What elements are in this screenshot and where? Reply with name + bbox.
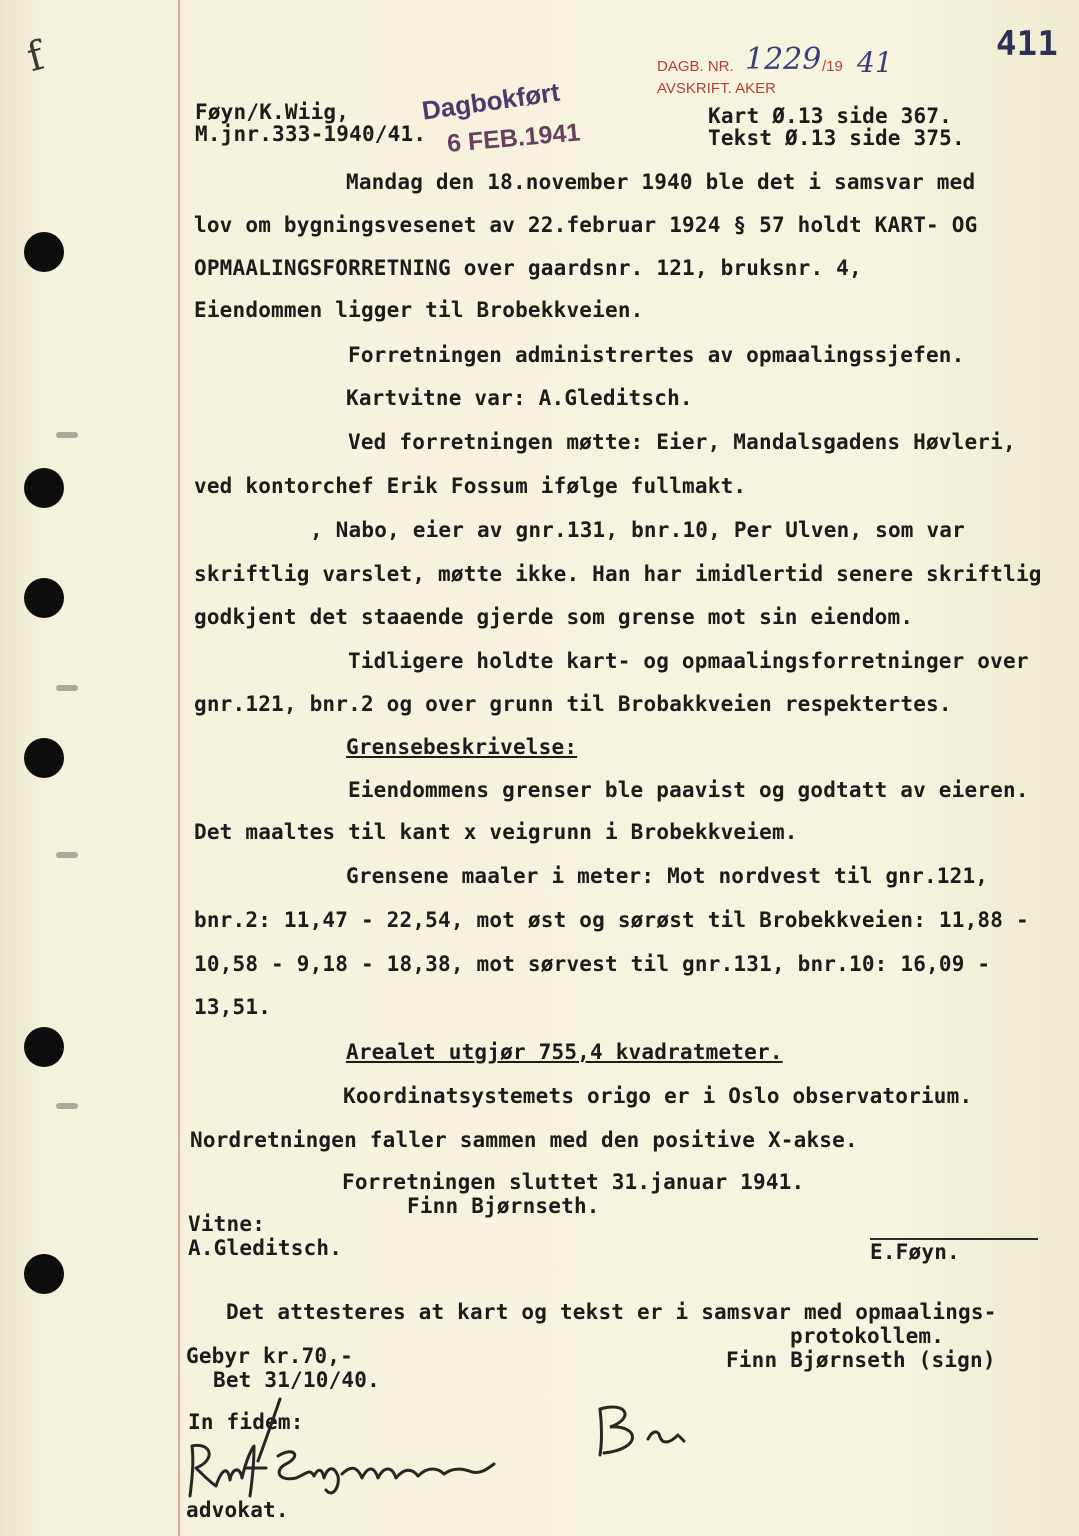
smudge [56, 1103, 78, 1109]
body-line: Ved forretningen møtte: Eier, Mandalsgadens Høvleri, [348, 430, 1016, 454]
body-line: 10,58 - 9,18 - 18,38, mot sørvest til gnr.131, bnr.10: 16,09 - [194, 952, 991, 976]
witness-label: Vitne: [188, 1212, 266, 1236]
dagbokfort-date: 6 FEB.1941 [446, 118, 582, 158]
smudge [56, 852, 78, 858]
lawyer-signature [182, 1438, 512, 1504]
case-ref-line1: Føyn/K.Wiig, [195, 100, 350, 124]
body-line: OPMAALINGSFORRETNING over gaardsnr. 121, bruksnr. 4, [194, 256, 862, 280]
body-line: Koordinatsystemets origo er i Oslo observatorium. [343, 1084, 973, 1108]
body-line: Mandag den 18.november 1940 ble det i samsvar med [346, 170, 976, 194]
body-line: Grensene maaler i meter: Mot nordvest til gnr.121, [346, 864, 989, 888]
margin-line [178, 0, 180, 1536]
tekst-reference: Tekst Ø.13 side 375. [708, 126, 965, 150]
signatory-name: E.Føyn. [870, 1240, 960, 1264]
punch-hole [24, 468, 64, 508]
margin-mark: f [22, 32, 49, 82]
in-fidem-label: In fidem: [188, 1410, 304, 1434]
punch-hole [24, 578, 64, 618]
witness-name: A.Gleditsch. [188, 1236, 343, 1260]
stamp-dagb-number: 1229 [745, 42, 822, 77]
surveyor-name: Finn Bjørnseth. [407, 1194, 600, 1218]
case-ref-line2: M.jnr.333-1940/41. [195, 122, 427, 146]
attestation-line: Det attesteres at kart og tekst er i samsvar med opmaalings- [226, 1300, 997, 1324]
body-line: Nordretningen faller sammen med den positive X-akse. [190, 1128, 858, 1152]
stamp-year-prefix: /19 [822, 58, 843, 75]
body-line: bnr.2: 11,47 - 22,54, mot øst og sørøst til Brobekkveien: 11,88 - [194, 908, 1029, 932]
body-line: Eiendommen ligger til Brobekkveien. [194, 298, 644, 322]
body-line: Tidligere holdte kart- og opmaalingsforretninger over [348, 649, 1029, 673]
body-line: ved kontorchef Erik Fossum ifølge fullmakt. [194, 474, 747, 498]
initials-signature [588, 1395, 698, 1465]
attestation-signed: Finn Bjørnseth (sign) [726, 1348, 996, 1372]
stamp-year: 41 [857, 46, 893, 79]
area-statement: Arealet utgjør 755,4 kvadratmeter. [346, 1040, 783, 1064]
body-line: Kartvitne var: A.Gleditsch. [346, 386, 693, 410]
fee-line: Gebyr kr.70,- [186, 1344, 353, 1368]
body-line: skriftlig varslet, møtte ikke. Han har imidlertid senere skriftlig [194, 562, 1042, 586]
punch-hole [24, 1254, 64, 1294]
body-line: Det maaltes til kant x veigrunn i Brobekkveiem. [194, 820, 798, 844]
smudge [56, 432, 78, 438]
punch-hole [24, 1027, 64, 1067]
body-line: godkjent det staaende gjerde som grense mot sin eiendom. [194, 605, 914, 629]
stamp-dagb-label: DAGB. NR. [657, 58, 734, 75]
dagbokfort-stamp: Dagbokført [420, 76, 562, 126]
smudge [56, 685, 78, 691]
page-number: 411 [996, 24, 1059, 64]
body-line: Forretningen administrertes av opmaalingssjefen. [348, 343, 965, 367]
punch-hole [24, 232, 64, 272]
body-line: gnr.121, bnr.2 og over grunn til Brobakkveien respektertes. [194, 692, 952, 716]
section-heading: Grensebeskrivelse: [346, 735, 578, 759]
stamp-avskrift: AVSKRIFT. AKER [657, 80, 776, 97]
body-line: 13,51. [194, 995, 272, 1019]
lawyer-title: advokat. [186, 1498, 289, 1522]
paid-line: Bet 31/10/40. [213, 1368, 380, 1392]
kart-reference: Kart Ø.13 side 367. [708, 104, 953, 128]
body-line: , Nabo, eier av gnr.131, bnr.10, Per Ulven, som var [310, 518, 965, 542]
body-line: Forretningen sluttet 31.januar 1941. [342, 1170, 805, 1194]
body-line: lov om bygningsvesenet av 22.februar 1924 § 57 holdt KART- OG [194, 213, 978, 237]
attestation-line: protokollem. [790, 1324, 945, 1348]
punch-hole [24, 738, 64, 778]
body-line: Eiendommens grenser ble paavist og godtatt av eieren. [348, 778, 1029, 802]
